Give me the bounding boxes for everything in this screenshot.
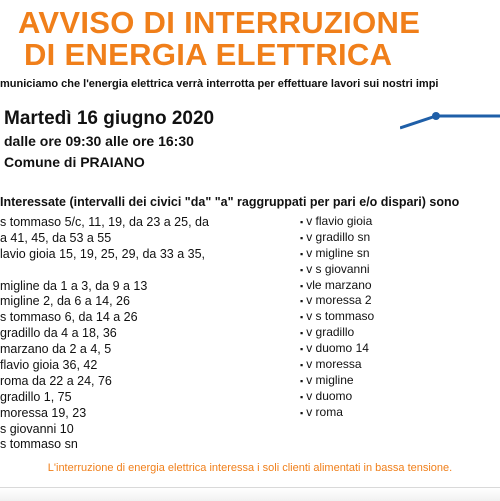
street-item-left: flavio gioia 36, 42: [0, 358, 98, 373]
footer-note: L'interruzione di energia elettrica interessa i soli clienti alimentati in bassa tensione.: [47, 462, 453, 474]
bullet-icon: ▪: [300, 280, 304, 291]
street-item-left: [0, 263, 290, 279]
bullet-icon: ▪: [300, 312, 304, 323]
street-label: v migline: [306, 372, 354, 387]
power-line-decoration: [400, 106, 500, 136]
intro-text: municiamo che l'energia elettrica verrà interrotta per effettuare lavori sui nostri impi: [0, 78, 439, 90]
bullet-icon: ▪: [300, 248, 304, 259]
street-label: v gradillo sn: [306, 229, 371, 244]
street-item-right: [300, 262, 490, 278]
street-list-left: [0, 215, 290, 453]
comune-name: Comune di PRAIANO: [4, 154, 145, 170]
bullet-icon: ▪: [300, 407, 304, 418]
street-item-right: [300, 230, 490, 246]
street-item-left: s tommaso 6, da 14 a 26: [0, 310, 138, 325]
street-item-left: s tommaso sn: [0, 437, 78, 452]
street-item-right: [300, 278, 490, 294]
street-label: v duomo 14: [306, 341, 369, 356]
street-label: v moressa: [306, 357, 362, 372]
street-item-left: s giovanni 10: [0, 421, 74, 436]
bullet-icon: ▪: [300, 360, 304, 371]
street-item-right: [300, 357, 490, 373]
street-label: v duomo: [306, 388, 353, 403]
bottom-band: [0, 487, 500, 501]
street-label: v flavio gioia: [306, 214, 373, 228]
street-item-left: gradillo da 4 a 18, 36: [0, 326, 117, 341]
street-label: vle marzano: [306, 277, 372, 292]
bullet-icon: ▪: [300, 375, 304, 386]
street-item-left: marzano da 2 a 4, 5: [0, 342, 112, 357]
street-label: v moressa 2: [306, 293, 372, 308]
street-item-right: [300, 325, 490, 341]
street-label: v roma: [306, 404, 343, 419]
bullet-icon: ▪: [300, 296, 304, 307]
notice-title-line2: DI ENERGIA ELETTRICA: [24, 37, 393, 72]
street-list-right: [300, 214, 490, 421]
outage-hours: dalle ore 09:30 alle ore 16:30: [4, 133, 194, 149]
street-item-right: [300, 341, 490, 357]
street-item-left: a 41, 45, da 53 a 55: [0, 230, 112, 245]
bullet-icon: ▪: [300, 344, 304, 355]
street-item-right: [300, 309, 490, 325]
bullet-icon: ▪: [300, 328, 304, 339]
street-item-left: s tommaso 5/c, 11, 19, da 23 a 25, da: [0, 215, 209, 229]
street-item-right: [300, 246, 490, 262]
notice-title-line1: AVVISO DI INTERRUZIONE: [18, 5, 421, 40]
street-item-right: [300, 293, 490, 309]
street-item-left: migline da 1 a 3, da 9 a 13: [0, 278, 148, 293]
street-item-left: lavio gioia 15, 19, 25, 29, da 33 a 35,: [0, 246, 206, 261]
bullet-icon: ▪: [300, 217, 304, 227]
bullet-icon: ▪: [300, 391, 304, 402]
street-item-right: [300, 389, 490, 405]
zones-header: Interessate (intervalli dei civici "da" "a" raggruppati per pari e/o dispari) sono: [0, 195, 460, 209]
bullet-icon: ▪: [300, 264, 304, 275]
street-label: v gradillo: [306, 325, 355, 340]
street-label: v s giovanni: [306, 261, 370, 276]
street-item-left: migline 2, da 6 a 14, 26: [0, 294, 130, 309]
street-item-left: roma da 22 a 24, 76: [0, 373, 112, 388]
street-item-right: [300, 405, 490, 421]
outage-date: Martedì 16 giugno 2020: [4, 108, 215, 129]
street-item-left: moressa 19, 23: [0, 405, 87, 420]
street-item-right: [300, 373, 490, 389]
street-label: v s tommaso: [306, 309, 375, 324]
street-label: v migline sn: [306, 245, 370, 260]
bullet-icon: ▪: [300, 232, 304, 243]
street-item-left: gradillo 1, 75: [0, 389, 72, 404]
street-item-right: [300, 214, 490, 230]
